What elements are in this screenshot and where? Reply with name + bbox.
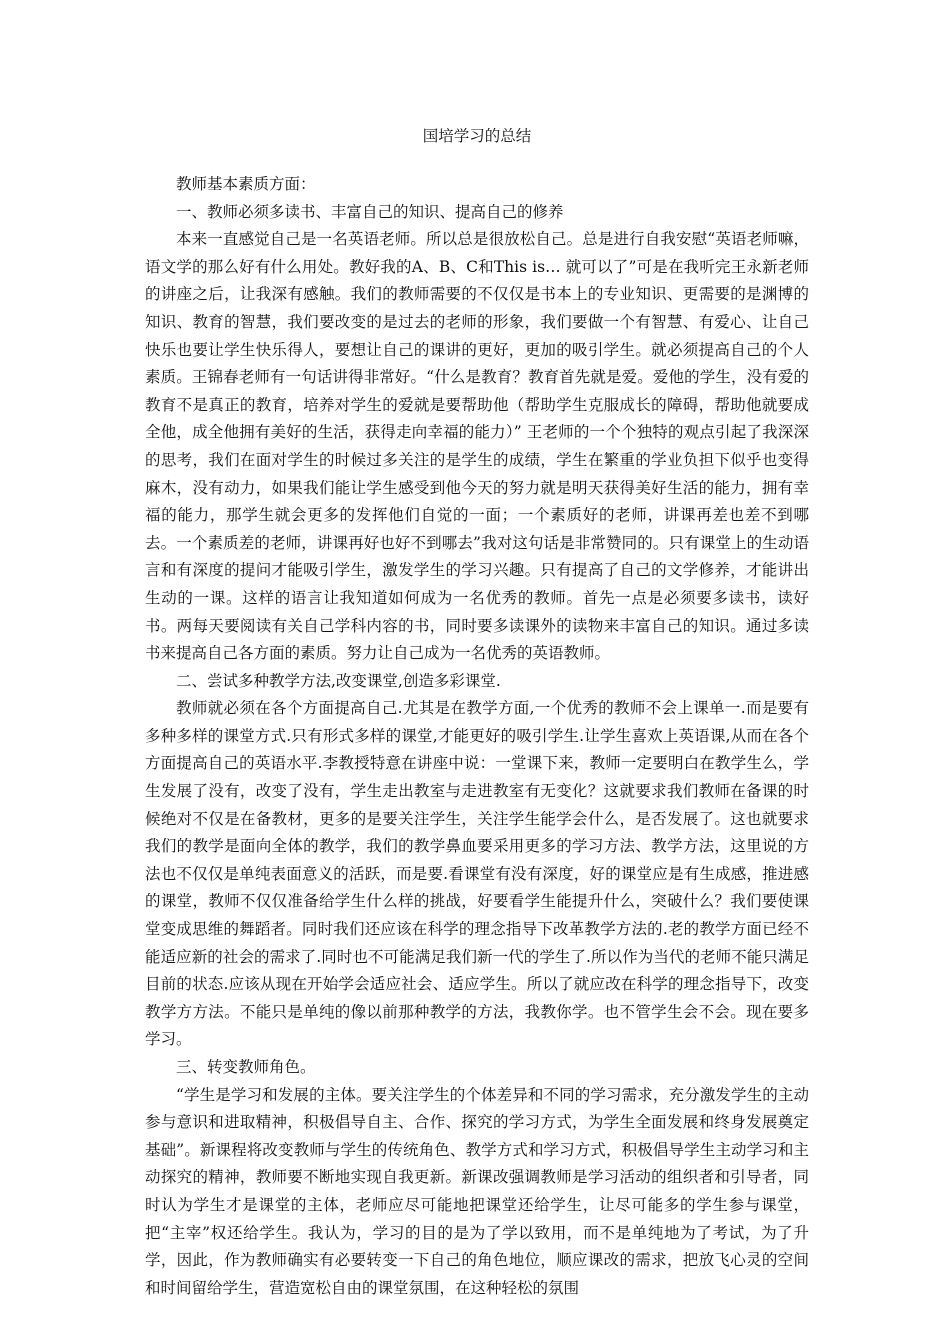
section-paragraph-2: 教师就必须在各个方面提高自己.尤其是在教学方面,一个优秀的教师不会上课单一.而是要有多种多样的课堂方式.只有形式多样的课堂,才能更好的吸引学生.让学生喜欢上英语课,从而在各个方面提高自己的英语水平.李教授特意在讲座中说：一堂课下来，教师一定要明白在教学生么，学生发展了没有，改变了没有，学生走出教室与走进教室有无变化？这就要求我们教师在备课的时候绝对不仅是在备教材，更多的是要关注学生，关注学生能学会什么，是否发展了。这也就要求我们的教学是面向全体的教学，我们的教学鼻血要采用更多的学习方法、教学方法，这里说的方法也不仅仅是单纯表面意义的活跃，而是要.看课堂有没有深度，好的课堂应是有生成感，推进感的课堂，教师不仅仅准备给学生什么样的挑战，好要看学生能提升什么，突破什么？我们要使课堂变成思维的舞蹈者。同时我们还应该在科学的理念指导下改革教学方法的.老的教学方面已经不能适应新的社会的需求了.同时也不可能满足我们新一代的学生了.所以作为当代的老师不能只满足目前的状态.应该从现在开始学会适应社会、适应学生。所以了就应改在科学的理念指导下，改变教学方方法。不能只是单纯的像以前那种教学的方法，我教你学。也不管学生会不会。现在要多学习。 — [145, 699, 809, 1049]
section-heading-1: 一、教师必须多读书、丰富自己的知识、提高自己的修养 — [176, 202, 564, 221]
section-intro: 教师基本素质方面： — [176, 175, 316, 193]
section-paragraph-1: 本来一直感觉自己是一名英语老师。所以总是很放松自己。总是进行自我安慰“英语老师嘛，语文学的那么好有什么用处。教好我的A、B、C和This is… 就可以了”可是在我听完王永新老师的讲座之后，让我深有感触。我们的教师需要的不仅仅是书本上的专业知识、更需要的是渊博的知识、教育的智慧，我们要改变的是过去的老师的形象，我们要做一个有智慧、有爱心、让自己快乐也要让学生快乐得人，要想让自己的课讲的更好，更加的吸引学生。就必须提高自己的个人素质。王锦春老师有一句话讲得非常好。“什么是教育？教育首先就是爱。爱他的学生，没有爱的教育不是真正的教育，培养对学生的爱就是要帮助他（帮助学生克服成长的障碍，帮助他就要成全他，成全他拥有美好的生活，获得走向幸福的能力）” 王老师的一个个独特的观点引起了我深深的思考，我们在面对学生的时候过多关注的是学生的成绩，学生在繁重的学业负担下似乎也变得麻木，没有动力，如果我们能让学生感受到他今天的努力就是明天获得美好生活的能力，拥有幸福的能力，那学生就会更多的发挥他们自觉的一面；一个素质好的老师，讲课再差也差不到哪去。一个素质差的老师，讲课再好也好不到哪去”我对这句话是非常赞同的。只有课堂上的生动语言和有深度的提问才能吸引学生，激发学生的学习兴趣。只有提高了自己的文学修养，才能讲出生动的一课。这样的语言让我知道如何成为一名优秀的教师。首先一点是必须要多读书，读好书。两每天要阅读有关自己学科内容的书，同时要多读课外的读物来丰富自己的知识。通过多读书来提高自己各方面的素质。努力让自己成为一名优秀的英语教师。 — [145, 230, 809, 663]
section-heading-2: 二、尝试多种教学方法,改变课堂,创造多彩课堂. — [176, 671, 501, 690]
document-title: 国培学习的总结 — [422, 127, 532, 145]
document-body — [145, 171, 809, 1302]
section-paragraph-3: “学生是学习和发展的主体。要关注学生的个体差异和不同的学习需求，充分激发学生的主动参与意识和进取精神，积极倡导自主、合作、探究的学习方式，为学生全面发展和终身发展奠定基础”。新课程将改变教师与学生的传统角色、教学方式和学习方式，积极倡导学生主动学习和主动探究的精神，教师要不断地实现自我更新。新课改强调教师是学习活动的组织者和引导者，同时认为学生才是课堂的主体，老师应尽可能地把课堂还给学生，让尽可能多的学生参与课堂，把“主宰”权还给学生。我认为，学习的目的是为了学以致用，而不是单纯地为了考试，为了升学，因此，作为教师确实有必要转变一下自己的角色地位，顺应课改的需求，把放飞心灵的空间和时间留给学生，营造宽松自由的课堂氛围，在这种轻松的氛围 — [145, 1085, 809, 1297]
section-heading-3: 三、转变教师角色。 — [176, 1058, 316, 1076]
